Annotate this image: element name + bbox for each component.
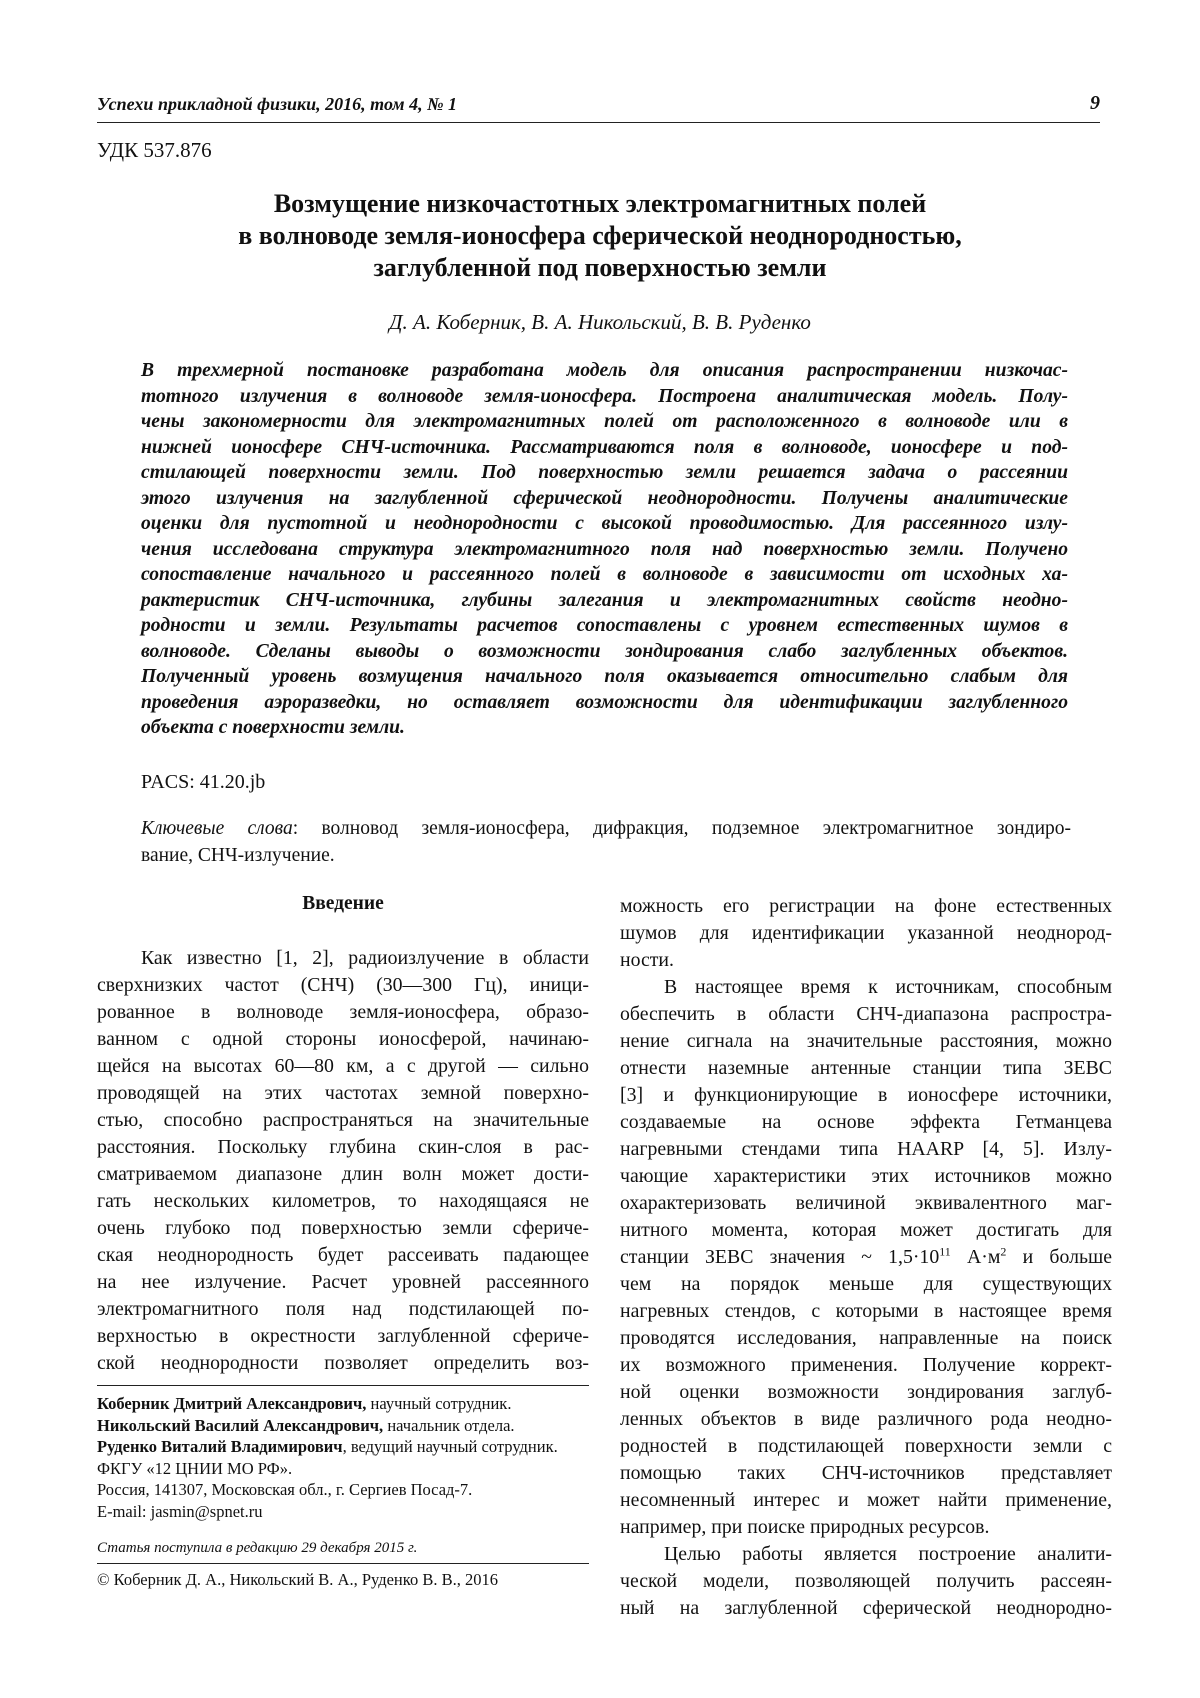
body-line: помощью таких СНЧ-источников представляет: [620, 1462, 1112, 1484]
udc-code: УДК 537.876: [97, 138, 212, 162]
abstract-line: рактеристик СНЧ-источника, глубины залегания и электромагнитных свойств неодно-: [141, 589, 1068, 611]
footnote-divider: [97, 1385, 589, 1386]
received-date: Статья поступила в редакцию 29 декабря 2015 г.: [97, 1540, 418, 1556]
abstract-line: объекта с поверхности земли.: [141, 717, 405, 738]
body-line: [620, 1244, 1112, 1271]
body-line: чающие характеристики этих источников можно: [620, 1165, 1112, 1187]
body-line: нение сигнала на значительные расстояния, можно: [620, 1030, 1112, 1052]
abstract-line: Полученный уровень возмущения начального поля оказывается относительно слабым для: [141, 666, 1068, 687]
abstract-line: чения исследована структура электромагнитного поля над поверхностью земли. Получено: [141, 538, 1068, 560]
body-line: [3] и функционирующие в ионосфере источники,: [620, 1084, 1112, 1106]
abstract-line: родности и земли. Результаты расчетов сопоставлены с уровнем естественных шумов в: [141, 615, 1068, 636]
body-text: станции ЗЕВС значения: [620, 1246, 845, 1268]
abstract: [141, 358, 1068, 741]
formula-exponent: 2: [1000, 1244, 1007, 1259]
abstract-line: тотного излучения в волноводе земля-ионосфера. Построена аналитическая модель. Полу-: [141, 385, 1068, 407]
section-heading: Введение: [302, 893, 384, 914]
abstract-line: нижней ионосфере СНЧ-источника. Рассматриваются поля в волноводе, ионосфере и под-: [141, 436, 1068, 458]
body-line: стью, способно распространяться на значительные: [97, 1109, 589, 1131]
body-line: создаваемые на основе эффекта Гетманцева: [620, 1111, 1112, 1133]
right-column: [620, 893, 1112, 1622]
body-line: Как известно [1, 2], радиоизлучение в области: [141, 947, 589, 969]
abstract-line: проведения аэроразведки, но оставляет возможности для идентификации заглубленного: [141, 691, 1068, 713]
body-line: можность его регистрации на фоне естественных: [620, 895, 1112, 917]
keywords-text: : волновод земля-ионосфера, дифракция, подземное электромагнитное зондиро-: [292, 818, 1071, 839]
title-line: заглубленной под поверхностью земли: [373, 253, 827, 282]
body-line: ская неоднородность будет рассеивать падающее: [97, 1244, 589, 1266]
body-line: ности.: [620, 949, 674, 971]
body-line: ленных объектов в виде различного рода неодно-: [620, 1408, 1112, 1430]
title-line: в волноводе земля-ионосфера сферической неоднородностью,: [238, 221, 962, 250]
body-line: щейся на высотах 60—80 км, а с другой — сильно: [97, 1055, 589, 1077]
author-role: , ведущий научный сотрудник.: [342, 1437, 558, 1457]
abstract-line: В трехмерной постановке разработана модель для описания распространении низкочас-: [141, 360, 1068, 381]
address: Россия, 141307, Московская обл., г. Сергиев Посад-7.: [97, 1480, 473, 1500]
body-line: сверхнизких частот (СНЧ) (30—300 Гц), иници-: [97, 974, 589, 996]
author-name: Никольский Василий Александрович,: [97, 1415, 384, 1435]
abstract-line: волноводе. Сделаны выводы о возможности зондирования слабо заглубленных объектов.: [141, 640, 1068, 662]
body-line: Целью работы является построение аналити-: [664, 1543, 1112, 1565]
body-line: например, при поиске природных ресурсов.: [620, 1516, 990, 1538]
keywords: [141, 815, 1071, 869]
body-line: охарактеризовать величиной эквивалентного маг-: [620, 1192, 1112, 1214]
article-title: [130, 188, 1070, 284]
body-line: проводятся исследования, направленные на поиск: [620, 1327, 1112, 1349]
body-line: электромагнитного поля над подстилающей по-: [97, 1298, 589, 1320]
author-name: Коберник Дмитрий Александрович,: [97, 1394, 367, 1413]
body-line: отнести наземные антенные станции типа ЗЕВС: [620, 1057, 1112, 1079]
body-line: рованное в волноводе земля-ионосфера, образо-: [97, 1001, 589, 1023]
body-line: расстояния. Поскольку глубина скин-слоя в рас-: [97, 1136, 589, 1158]
abstract-line: стилающей поверхности земли. Под поверхностью земли решается задача о рассеянии: [141, 462, 1068, 483]
keywords-label: Ключевые слова: [141, 818, 293, 839]
organization: ФКГУ «12 ЦНИИ МО РФ».: [97, 1458, 293, 1478]
body-line: гать нескольких километров, то находящаяся не: [97, 1190, 589, 1212]
authors: Д. А. Коберник, В. А. Никольский, В. В. Руденко: [389, 310, 811, 334]
formula-exponent: 11: [939, 1244, 951, 1259]
body-line: родностей в подстилающей поверхности земли с: [620, 1435, 1112, 1457]
body-line: нагревными стендами типа HAARP [4, 5]. Излу-: [620, 1138, 1112, 1160]
body-text: и больше: [1006, 1246, 1112, 1268]
copyright: © Коберник Д. А., Никольский В. А., Руденко В. В., 2016: [97, 1570, 498, 1589]
formula-text: ~ 1,5·10: [861, 1246, 940, 1268]
body-line: В настоящее время к источникам, способным: [664, 976, 1112, 998]
body-line: обеспечить в области СНЧ-диапазона распростра-: [620, 1003, 1112, 1025]
body-line: на нее излучение. Расчет уровней рассеянного: [97, 1271, 589, 1293]
journal-reference: Успехи прикладной физики, 2016, том 4, № 1: [97, 94, 458, 114]
pacs-code: PACS: 41.20.jb: [141, 771, 266, 793]
body-line: ный на заглубленной сферической неоднородно-: [620, 1597, 1112, 1619]
body-line: несомненный интерес и может найти применение,: [620, 1489, 1112, 1511]
author-footnote: [97, 1393, 617, 1523]
body-line: их возможного применения. Получение коррект-: [620, 1354, 1112, 1376]
body-line: ной оценки возможности зондирования заглуб-: [620, 1381, 1112, 1403]
body-line: ческой модели, позволяющей получить рассеян-: [620, 1570, 1112, 1592]
body-line: шумов для идентификации указанной неоднород-: [620, 922, 1112, 944]
page-number: 9: [1090, 92, 1100, 114]
body-line: ванном с одной стороны ионосферой, начинаю-: [97, 1028, 589, 1050]
body-line: нитного момента, которая может достигать для: [620, 1219, 1112, 1241]
abstract-line: сопоставление начального и рассеянного полей в волноводе в зависимости от исходных ха-: [141, 564, 1068, 585]
author-role: научный сотрудник.: [366, 1394, 512, 1413]
running-head: [97, 92, 1100, 123]
body-line: очень глубоко под поверхностью земли сфериче-: [97, 1217, 589, 1239]
author-name: Руденко Виталий Владимирович: [97, 1437, 343, 1457]
abstract-line: чены закономерности для электромагнитных полей от расположенного в волноводе или в: [141, 411, 1068, 432]
body-line: сматриваемом диапазоне длин волн может дости-: [97, 1163, 589, 1185]
body-line: проводящей на этих частотах земной поверхно-: [97, 1082, 589, 1104]
author-role: начальник отдела.: [383, 1415, 515, 1435]
body-line: чем на порядок меньше для существующих: [620, 1273, 1112, 1295]
body-line: верхностью в окрестности заглубленной сфериче-: [97, 1325, 589, 1347]
abstract-line: оценки для пустотной и неоднородности с высокой проводимостью. Для рассеянного излу-: [141, 513, 1068, 534]
left-column: [97, 945, 589, 1377]
formula-unit: А·м: [950, 1246, 1001, 1268]
body-line: нагревных стендов, с которыми в настоящее время: [620, 1300, 1112, 1322]
body-line: ской неоднородности позволяет определить воз-: [97, 1352, 589, 1374]
email: E-mail: jasmin@spnet.ru: [97, 1501, 263, 1521]
title-line: Возмущение низкочастотных электромагнитных полей: [273, 189, 927, 218]
abstract-line: этого излучения на заглубленной сферической неоднородности. Получены аналитические: [141, 487, 1068, 509]
keywords-text: вание, СНЧ-излучение.: [141, 845, 335, 866]
copyright-divider: [97, 1563, 589, 1564]
